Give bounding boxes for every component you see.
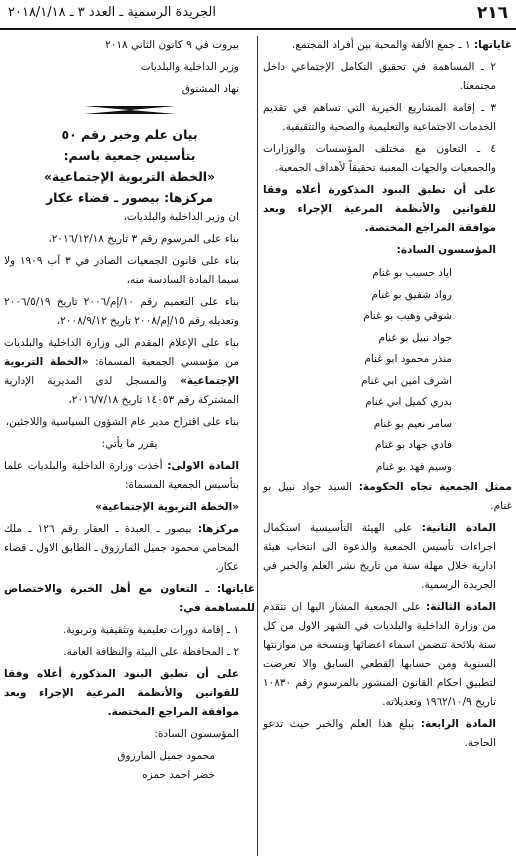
article-1: المادة الاولى: أخذت وزارة الداخلية والبلديات علما بتأسيس الجمعية المسماة: — [4, 460, 239, 491]
article-4: المادة الرابعة: يبلغ هذا العلم والخبر حيث تدعو الحاجة. — [263, 718, 496, 749]
founder-name: خضر احمد حمزه — [142, 769, 215, 781]
founder-name: اشرف امين ابي غنام — [360, 374, 452, 387]
recital-3: بناء على التعميم رقم ١٠/إم/٢٠٠٦ تاريخ ٢٠٠٦/٥/١٩ وتعديله رقم ١٥/إم/٢٠٠٨ تاريخ ٢٠٠٨/٩/١٢، — [4, 296, 239, 327]
founder-name: محمود جميل المارزوق — [117, 750, 215, 762]
founder-name: وسيم فهد بو غنام — [375, 460, 452, 473]
notice-subtitle: بتأسيس جمعية باسم: — [63, 148, 196, 163]
founders-label: المؤسسون السادة: — [396, 244, 496, 256]
article-3: المادة الثالثة: على الجمعية المشار اليها ان تتقدم من وزارة الداخلية والبلديات في الشهر الاول من كل سنة بلائحة تتضمن اسماء اعضائها وبنسخة من موازنتها السنوية ومن حسابها القطعي السابق والا تعرضت لتطبيق احكام القانون المنشور بالمرسوم رقم ١٠٨٣٠ تاريخ ١٩٦٢/١٠/٩ وتعديلاته. — [263, 601, 496, 708]
founder-name: شوقي وهيب بو غنام — [363, 310, 452, 322]
founder-name: سامر نعيم بو غنام — [373, 417, 452, 430]
founder-name: منذر محمود ابو غنام — [364, 353, 452, 365]
article-2: المادة الثانية: على الهيئة التأسيسية استكمال اجراءات تأسيس الجمعية والدعوة الى انتخاب هيئة ادارية خلال مهلة سنة من تاريخ نشر العلم والخبر في الجريدة الرسمية. — [263, 522, 496, 591]
aim-3: ٣ ـ إقامة المشاريع الخيرية التي تساهم في تقديم الخدمات الاجتماعية والتعليمية والصحية والتثقيفية. — [263, 102, 496, 133]
aims-label: غاياتها: — [473, 39, 512, 51]
founder-name: جواد نبيل بو غنام — [378, 331, 452, 344]
apply-clause: على أن تطبق البنود المذكورة أعلاه وفقا للقوانين والأنظمة المرعية الإجراء وبعد موافقة المراجع المختصة. — [263, 184, 496, 234]
association-name: «الخطة التربوية الإجتماعية» — [43, 169, 216, 184]
aim-1: غاياتها: ١ ـ جمع الألفة والمحبة بين أفراد المجتمع. — [291, 39, 512, 51]
notice-title: بيان علم وخبر رقم ٥٠ — [61, 127, 198, 142]
column-divider — [257, 36, 258, 856]
left-column — [4, 36, 255, 856]
page-header — [0, 0, 516, 30]
founder-name: اياد حسيب بو غنام — [372, 267, 452, 279]
section-separator — [4, 102, 255, 118]
decision-label: يقرر ما يأتي: — [101, 438, 158, 450]
page-number: ٢١٦ — [476, 3, 508, 23]
founder-name: فادي جهاد بو غنام — [374, 439, 452, 451]
recital-5: بناء على اقتراح مدير عام الشؤون السياسية واللاجئين، — [5, 416, 239, 428]
recital-1: بناء على المرسوم رقم ٣ تاريخ ٢٠١٦/١٢/١٨، — [48, 233, 239, 245]
government-representative: ممثل الجمعية تجاه الحكومة: السيد جواد نبيل بو غنام. — [263, 481, 512, 512]
association-hq: مركزها: بيصور ـ قضاء عكار — [45, 190, 214, 205]
right-column — [263, 36, 512, 856]
founder-name: بدري كميل ابي غنام — [365, 396, 452, 408]
minister-title: وزير الداخلية والبلديات — [140, 61, 239, 73]
minister-name: نهاد المشنوق — [181, 83, 239, 95]
place-date: بيروت في ٩ كانون الثاني ٢٠١٨ — [105, 39, 239, 51]
aims-heading: غاياتها: ـ التعاون مع أهل الخبرة والاختصاص للمساهمة في: — [4, 583, 255, 614]
aim-4: ٤ ـ التعاون مع مختلف المؤسسات والوزارات والجمعيات والجهات المعنية تحقيقاً لأهداف الجمعية. — [263, 143, 496, 174]
intro: ان وزير الداخلية والبلديات، — [123, 211, 239, 223]
aim-2: ٢ ـ المساهمة في تحقيق التكامل الإجتماعي داخل مجتمعنا. — [263, 61, 496, 92]
founder-name: رواد شفيق بو غنام — [371, 288, 452, 301]
article-1-association-name: «الخطة التربوية الإجتماعية» — [95, 501, 239, 513]
aim-1: ١ ـ إقامة دورات تعليمية وتثقيفية وتربوية. — [62, 624, 239, 636]
recital-4: بناء على الإعلام المقدم الى وزارة الداخلية والبلديات من مؤسسي الجمعية المسماة: «الخطة التربوية الإجتماعية» والمسجل لدى المديرية الإدارية المشتركة رقم ١٤٠٥٣ تاريخ ٢٠١٦/٧/١٨، — [4, 337, 239, 406]
headquarters: مركزها: بيصور ـ العبدة ـ العقار رقم ١٢٦ ـ ملك المحامي محمود جميل المارزوق ـ الطابق الاول ـ قضاء عكار. — [4, 523, 239, 573]
gazette-issue-title: الجريدة الرسمية ـ العدد ٣ ـ ٢٠١٨/١/١٨ — [8, 5, 216, 20]
aim-2: ٢ ـ المحافظة على البيئة والنظافة العامة. — [63, 646, 239, 658]
founders-label: المؤسسون السادة: — [154, 728, 239, 740]
apply-clause: على أن تطبق البنود المذكورة أعلاه وفقا للقوانين والأنظمة المرعية الإجراء وبعد موافقة المراجع المختصة. — [4, 668, 239, 718]
recital-2: بناء على قانون الجمعيات الصادر في ٣ آب ١٩٠٩ ولا سيما المادة السادسة منه، — [4, 255, 239, 286]
